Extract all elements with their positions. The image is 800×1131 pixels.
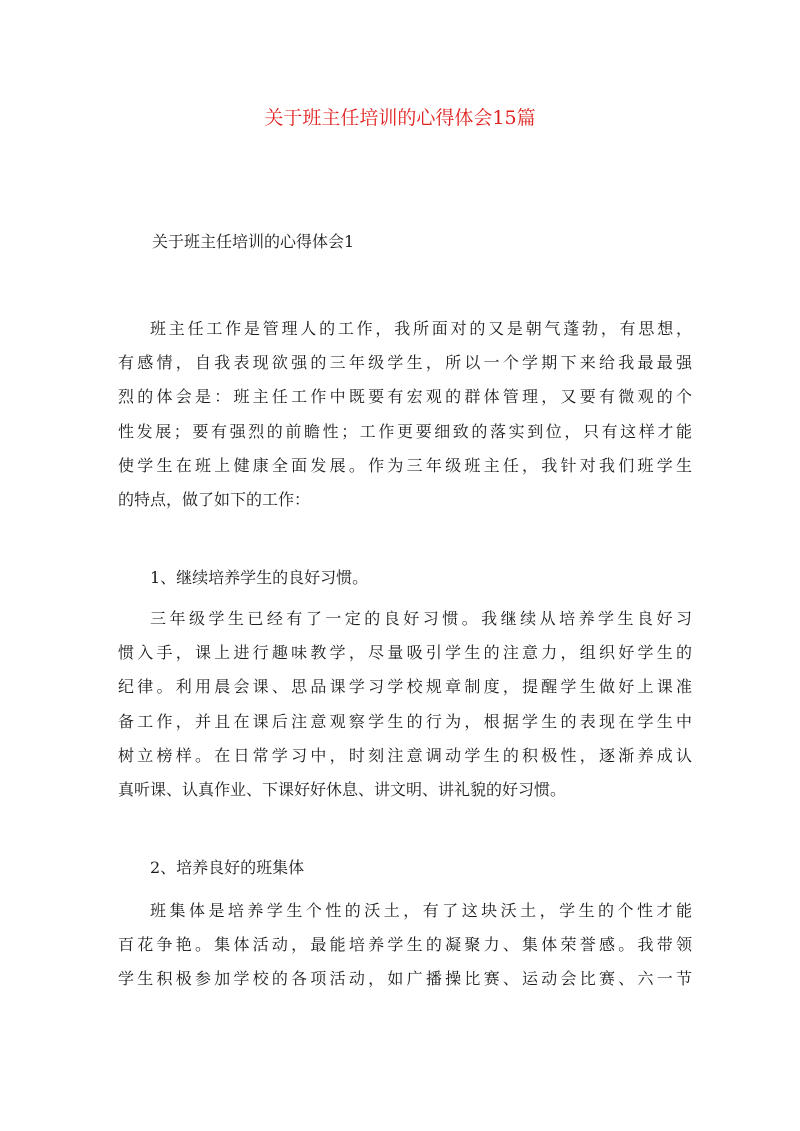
- list-item-text: 1、继续培养学生的良好习惯。: [150, 568, 369, 587]
- paragraph-3: [118, 894, 692, 997]
- paragraph-1: [118, 312, 692, 517]
- paragraph-line: 使学生在班上健康全面发展。作为三年级班主任，我针对我们班学生: [118, 455, 692, 475]
- paragraph-line: 树立榜样。在日常学习中，时刻注意调动学生的积极性，逐渐养成认: [118, 745, 692, 765]
- paragraph-line: 的特点，做了如下的工作：: [118, 490, 311, 510]
- list-item-text: 2、培养良好的班集体: [150, 858, 305, 877]
- paragraph-line: 班集体是培养学生个性的沃土，有了这块沃土，学生的个性才能: [150, 901, 692, 920]
- paragraph-line: 有感情，自我表现欲强的三年级学生，所以一个学期下来给我最最强: [118, 353, 692, 373]
- paragraph-line: 真听课、认真作业、下课好好休息、讲文明、讲礼貌的好习惯。: [118, 780, 567, 800]
- paragraph-line: 三年级学生已经有了一定的良好习惯。我继续从培养学生良好习: [150, 609, 692, 628]
- paragraph-2: [118, 602, 692, 807]
- paragraph-line: 纪律。利用晨会课、思品课学习学校规章制度，提醒学生做好上课准: [118, 677, 692, 697]
- paragraph-line: 学生积极参加学校的各项活动，如广播操比赛、运动会比赛、六一节: [118, 969, 692, 989]
- paragraph-line: 惯入手，课上进行趣味教学，尽量吸引学生的注意力，组织好学生的: [118, 643, 692, 663]
- paragraph-line: 百花争艳。集体活动，最能培养学生的凝聚力、集体荣誉感。我带领: [118, 935, 692, 955]
- list-item-1: [118, 561, 692, 595]
- paragraph-line: 性发展；要有强烈的前瞻性；工作更要细致的落实到位，只有这样才能: [118, 421, 692, 441]
- document-title: 关于班主任培训的心得体会15篇: [264, 107, 536, 129]
- section-heading: 关于班主任培训的心得体会1: [152, 232, 355, 251]
- paragraph-line: 烈的体会是：班主任工作中既要有宏观的群体管理，又要有微观的个: [118, 387, 692, 407]
- paragraph-line: 备工作，并且在课后注意观察学生的行为，根据学生的表现在学生中: [118, 711, 692, 731]
- paragraph-line: 班主任工作是管理人的工作，我所面对的又是朝气蓬勃，有思想，: [150, 319, 692, 338]
- list-item-2: [118, 851, 692, 885]
